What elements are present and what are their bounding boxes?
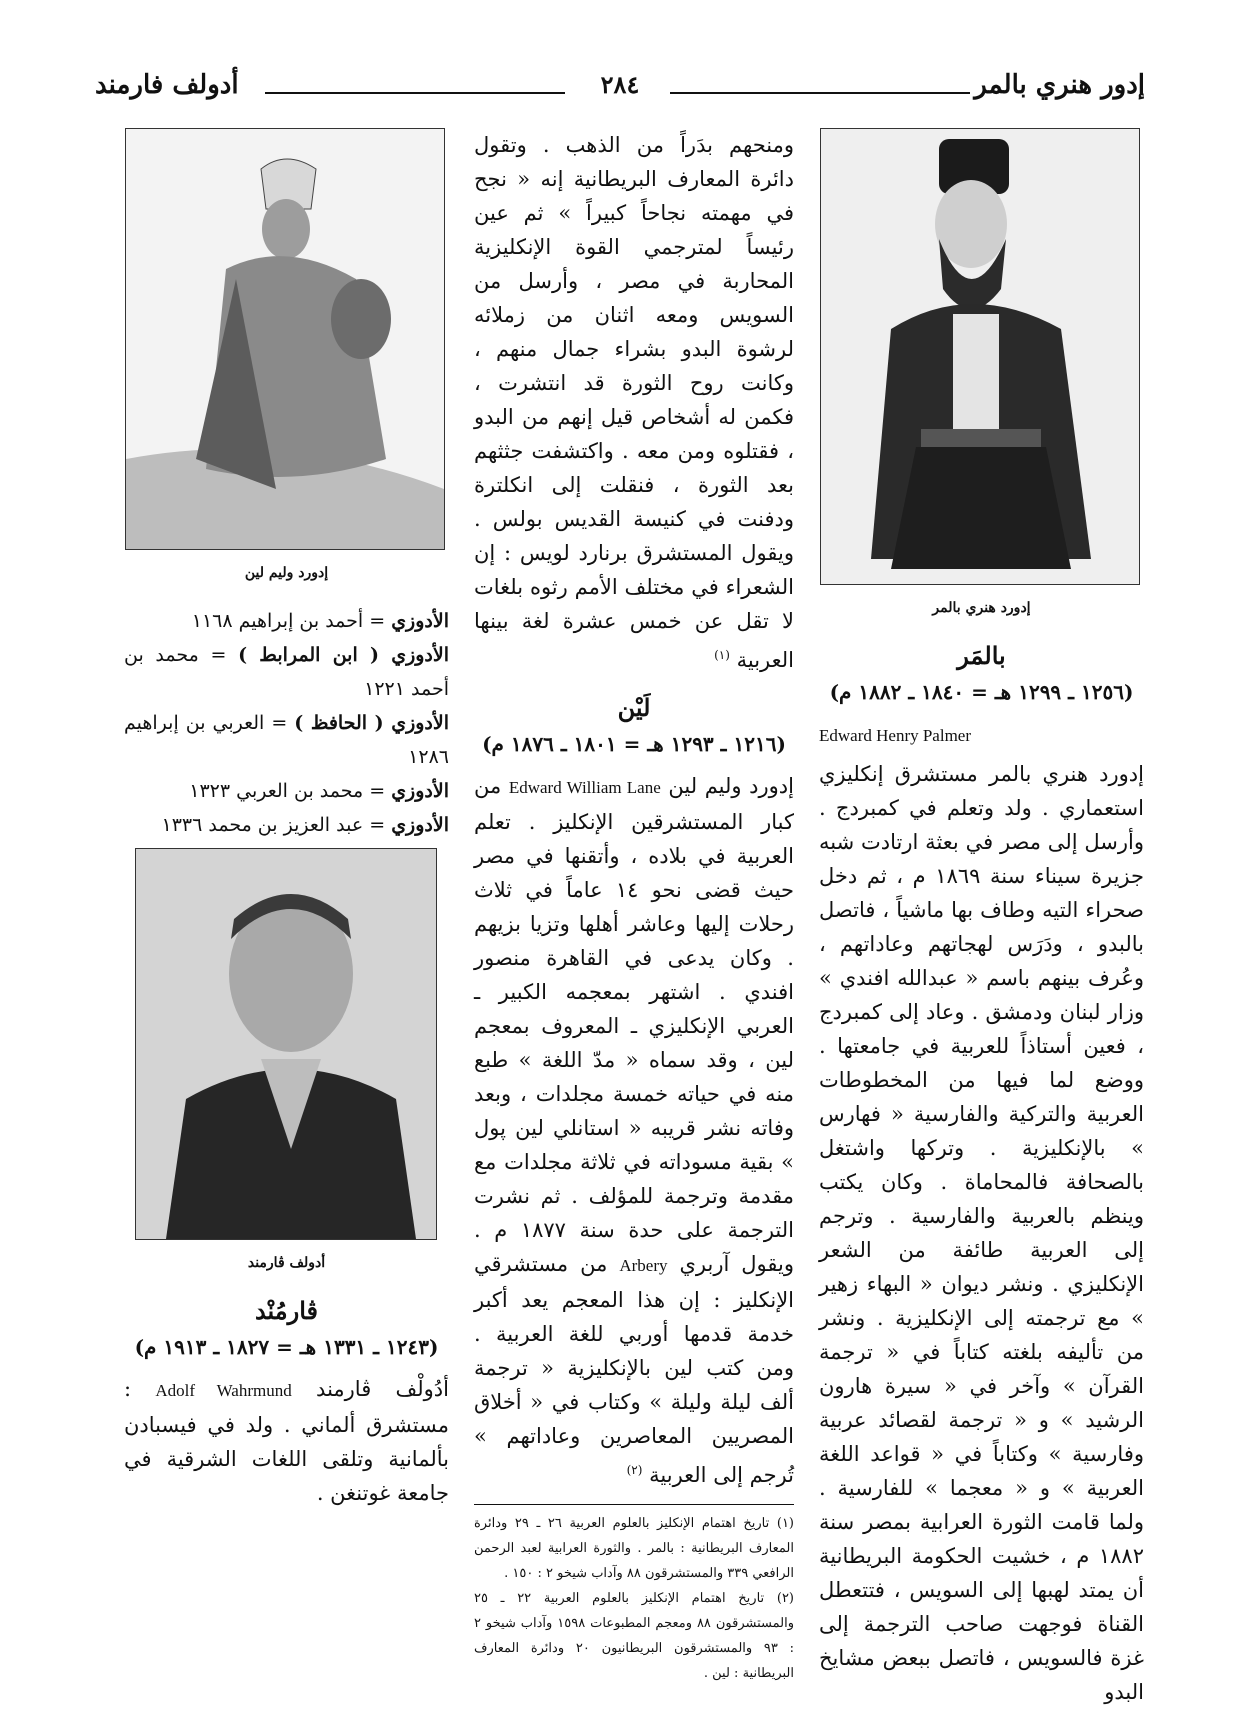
- palmer-portrait-drawing: [821, 129, 1139, 584]
- lane-portrait-image: [125, 128, 445, 550]
- palmer-continuation-body: ومنحهم بدَراً من الذهب . وتقول دائرة المعارف البريطانية إنه « نجح في مهمته نجاحاً كبيراً » ثم عين رئيساً لمترجمي القوة الإنكليزية المحاربة في مصر ، وأرسل من السويس ومعه اثنان من زملائه لرشوة البدو بشراء جمال منهم ، وكانت روح الثورة قد انتشرت ، فكمن له أشخاص قيل إنهم من البدو ، فقتلوه ومن معه . واكتشفت جثثهم بعد الثورة ، فنقلت إلى انكلترة ودفنت في كنيسة القديس بولس . ويقول المستشرق برنارد لويس : إن الشعراء في مختلف الأمم رثوه بلغات لا تقل عن خمس عشرة لغة بينها العربية: [474, 133, 794, 672]
- page-number: ٢٨٤: [600, 70, 640, 99]
- footnote-ref-2: (٢): [626, 1463, 643, 1477]
- wahrmund-entry-text: [124, 1372, 449, 1510]
- lane-photo-caption: إدورد وليم لين: [244, 565, 329, 581]
- lane-portrait-drawing: [126, 129, 444, 549]
- palmer-portrait-image: [820, 128, 1140, 585]
- palmer-latin-name: Edward Henry Palmer: [819, 726, 972, 745]
- right-column: [819, 128, 1144, 1713]
- cross-ref-1-target: = أحمد بن إبراهيم ١١٦٨: [191, 610, 386, 632]
- footnotes: [474, 1504, 794, 1686]
- lane-entry-text: [474, 769, 794, 1492]
- cross-ref-2-name: الأدوزي ( ابن المرابط ): [238, 644, 449, 666]
- lane-entry-body-2: من مستشرقي الإنكليز : إن هذا المعجم يعد أكبر خدمة قدمها أوربي للغة العربية . ومن كتب لين بالإنكليزية « ترجمة ألف ليلة وليلة » وكتاب في « أخلاق المصريين المعاصرين وعاداتهم » تُرجم إلى العربية: [474, 1252, 794, 1487]
- footnote-ref-1: (١): [714, 648, 730, 662]
- running-head-left-title: أدولف فارمند: [95, 70, 239, 100]
- palmer-entry-dates: (١٢٥٦ ـ ١٢٩٩ هـ = ١٨٤٠ ـ ١٨٨٢ م): [829, 680, 1134, 704]
- lane-entry-body: من كبار المستشرقين الإنكليز . تعلم العربية في بلاده ، وأتقنها في مصر حيث قضى نحو ١٤ عاماً في ثلاث رحلات إليها وعاشر أهلها وتزيا بزيهم . وكان يدعى في القاهرة منصور افندي . اشتهر بمعجمه الكبير ـ العربي الإنكليزي ـ المعروف بمعجم لين ، وقد سماه « مدّ اللغة » طبع منه في حياته خمسة مجلدات ، وبعد وفاته نشر قريبه « استانلي لين پول » بقية مسوداته في ثلاثة مجلدات مع مقدمة وترجمة للمؤلف . ثم نشرت الترجمة على حدة سنة ١٨٧٧ م . ويقول آربري: [474, 774, 794, 1276]
- cross-ref-1-name: الأدوزي: [391, 610, 449, 632]
- palmer-photo-caption: إدورد هنري بالمر: [932, 600, 1031, 616]
- running-head: [95, 70, 1145, 110]
- wahrmund-entry-title: ڤارمُنْد: [254, 1296, 319, 1325]
- lane-entry-dates: (١٢١٦ ـ ١٢٩٣ هـ = ١٨٠١ ـ ١٨٧٦ م): [482, 732, 786, 756]
- running-head-rule-left: [265, 92, 565, 94]
- footnote-2: (٢) تاريخ اهتمام الإنكليز بالعلوم العربية ٢٢ ـ ٢٥ والمستشرقون ٨٨ ومعجم المطبوعات ١٥٩٨ وآداب شيخو ٢ : ٩٣ والمستشرقون البريطانيون ٢٠ ودائرة المعارف البريطانية : لين .: [474, 1591, 795, 1681]
- cross-ref-3-name: الأدوزي ( الحافظ ): [294, 712, 449, 734]
- middle-column: [474, 128, 794, 1686]
- wahrmund-portrait-image: [135, 848, 437, 1240]
- lane-arbery-latin: Arbery: [619, 1256, 668, 1275]
- wahrmund-entry-dates: (١٢٤٣ ـ ١٣٣١ هـ = ١٨٢٧ ـ ١٩١٣ م): [134, 1335, 439, 1359]
- wahrmund-latin-name: Adolf Wahrmund: [155, 1381, 292, 1400]
- cross-ref-5-name: الأدوزي: [391, 814, 449, 836]
- cross-ref-3: [124, 706, 449, 774]
- lane-entry-title: لَيْن: [617, 693, 651, 722]
- wahrmund-name-lead: أدُولْف ڤارمند: [316, 1377, 449, 1401]
- palmer-entry-text: إدورد هنري بالمر مستشرق إنكليزي استعماري . ولد وتعلم في كمبردج . وأرسل إلى مصر في بعثة ارتادت شبه جزيرة سيناء سنة ١٨٦٩ م ، ثم دخل صحراء التيه وطاف بها ماشياً ، فاتصل بالبدو ، ودَرَس لهجاتهم وعاداتهم ، وعُرف بينهم باسم « عبدالله افندي » وزار لبنان ودمشق . وعاد إلى كمبردج ، فعين أستاذاً للعربية في جامعتها . ووضع لما فيها من المخطوطات العربية والتركية والفارسية « فهارس » بالإنكليزية . وتركها واشتغل بالصحافة فالمحاماة . وكان يكتب وينظم بالعربية والفارسية . وترجم إلى العربية طائفة من الشعر الإنكليزي . ونشر ديوان « البهاء زهير » مع ترجمته إلى الإنكليزية . ونشر من تأليفه بلغته كتاباً في « ترجمة القرآن » وآخر في « سيرة هارون الرشيد » و « ترجمة لقصائد عربية وفارسية » وكتاباً في « قواعد اللغة العربية » و « معجما » للفارسية . ولما قامت الثورة العرابية بمصر سنة ١٨٨٢ م ، خشيت الحكومة البريطانية أن يمتد لهبها إلى السويس ، فتتعطل القناة فوجهت صاحب الترجمة إلى غزة فالسويس ، فاتصل ببعض مشايخ البدو: [819, 762, 1144, 1704]
- wahrmund-portrait-drawing: [136, 849, 436, 1239]
- running-head-right-title: إدور هنري بالمر: [974, 70, 1145, 100]
- lane-name-lead: إدورد وليم لين: [668, 774, 794, 798]
- wahrmund-entry-body: : مستشرق ألماني . ولد في فيسبادن بألمانية وتلقى اللغات الشرقية في جامعة غوتنغن .: [124, 1377, 449, 1505]
- cross-ref-4-name: الأدوزي: [391, 780, 449, 802]
- cross-ref-2: [124, 638, 449, 706]
- cross-ref-3-target: = العربي بن إبراهيم ١٢٨٦: [124, 712, 449, 768]
- cross-ref-1: [124, 604, 449, 638]
- cross-ref-5-target: = عبد العزيز بن محمد ١٣٣٦: [161, 814, 386, 836]
- palmer-latin-name-line: [819, 717, 1144, 753]
- left-column: [124, 128, 449, 1514]
- cross-ref-4-target: = محمد بن العربي ١٣٢٣: [189, 780, 386, 802]
- lane-latin-name: Edward William Lane: [508, 778, 661, 797]
- cross-ref-4: [124, 774, 449, 808]
- footnote-1: (١) تاريخ اهتمام الإنكليز بالعلوم العربية ٢٦ ـ ٢٩ ودائرة المعارف البريطانية : بالمر . والثورة العرابية لعبد الرحمن الرافعي ٣٣٩ والمستشرقون ٨٨ وآداب شيخو ٢ : ١٥٠ .: [474, 1516, 794, 1581]
- palmer-entry-title: بالمَر: [957, 641, 1006, 670]
- running-head-rule-right: [670, 92, 970, 94]
- cross-ref-2-target: = محمد بن أحمد ١٢٢١: [124, 644, 449, 700]
- palmer-continuation-text: [474, 128, 794, 677]
- cross-ref-5: [124, 808, 449, 842]
- wahrmund-photo-caption: أدولف ڤارمند: [247, 1255, 326, 1271]
